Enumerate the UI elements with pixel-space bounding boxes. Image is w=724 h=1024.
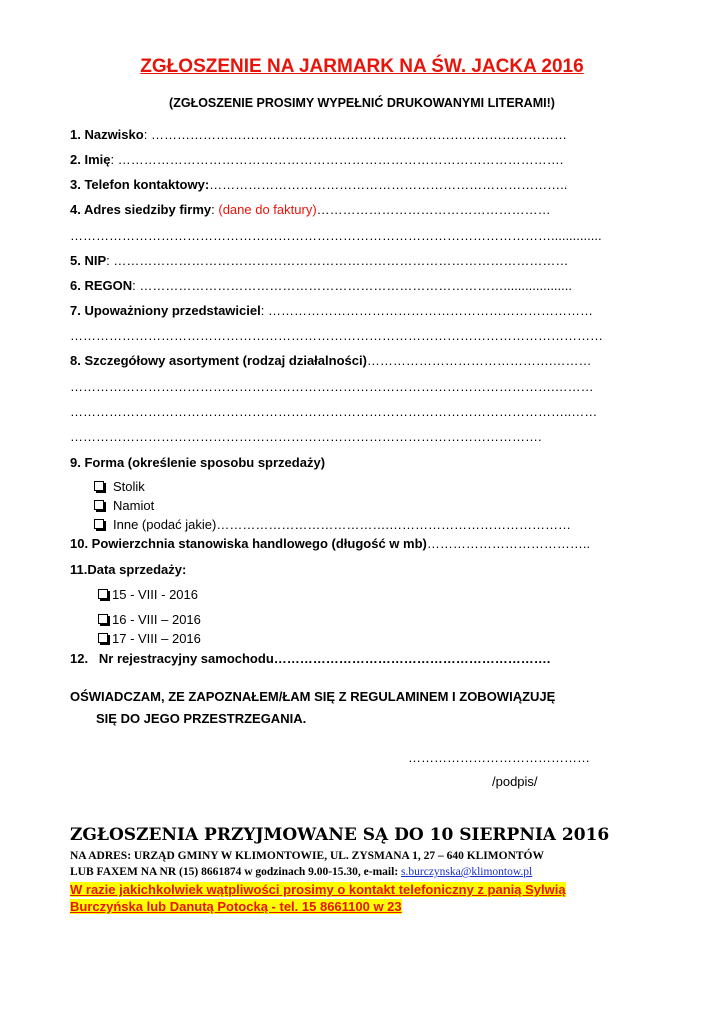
field-dots: …………………………………….……… bbox=[366, 353, 592, 368]
declaration-line-2: SIĘ DO JEGO PRZESTRZEGANIA. bbox=[96, 711, 307, 726]
checkbox-date-15[interactable] bbox=[98, 587, 198, 602]
address-line-1: NA ADRES: URZĄD GMINY W KLIMONTOWIE, UL. ZYSMANA 1, 27 – 640 KLIMONTÓW bbox=[70, 850, 544, 862]
checkbox-label: Namiot bbox=[113, 498, 155, 513]
field-label: 7. Upoważniony przedstawiciel bbox=[70, 303, 261, 318]
checkbox-label: Stolik bbox=[113, 479, 145, 494]
field-dots: ……………………………………………………………………….. bbox=[209, 177, 568, 192]
field-label: 3. Telefon kontaktowy: bbox=[70, 177, 210, 192]
checkbox-label: 15 - VIII - 2016 bbox=[112, 587, 198, 602]
checkbox-icon bbox=[98, 589, 108, 599]
field-dots: …………………………………………………………………………………………. bbox=[114, 152, 564, 167]
checkbox-label: 17 - VIII – 2016 bbox=[112, 631, 201, 646]
field-label: 6. REGON bbox=[70, 278, 133, 293]
field-colon: : bbox=[110, 152, 115, 167]
field-telefon[interactable] bbox=[70, 177, 567, 192]
field-colon: : bbox=[211, 202, 219, 217]
field-colon: : bbox=[143, 127, 148, 142]
checkbox-label: 16 - VIII – 2016 bbox=[112, 612, 201, 627]
field-imie[interactable] bbox=[70, 152, 563, 167]
field-nr-rejestracyjny[interactable] bbox=[70, 651, 550, 666]
field-asortyment-continuation-1[interactable]: ………………………………………………………………………………………………….……… bbox=[70, 379, 594, 394]
deadline-heading: ZGŁOSZENIA PRZYJMOWANE SĄ DO 10 SIERPNIA 2016 bbox=[70, 825, 610, 845]
field-asortyment-continuation-3[interactable]: ………………………………………………………………………………………………. bbox=[70, 429, 542, 444]
field-label: 2. Imię bbox=[70, 152, 111, 167]
signature-label: /podpis/ bbox=[492, 774, 538, 789]
field-regon[interactable] bbox=[70, 278, 572, 293]
checkbox-icon bbox=[94, 481, 104, 491]
checkbox-date-17[interactable] bbox=[98, 631, 201, 646]
field-label: 12. Nr rejestracyjny samochodu bbox=[70, 651, 274, 666]
checkbox-icon bbox=[98, 633, 108, 643]
field-label: 5. NIP bbox=[70, 253, 107, 268]
field-label: 4. Adres siedziby firmy bbox=[70, 202, 212, 217]
field-nip[interactable] bbox=[70, 253, 568, 268]
field-asortyment-continuation-2[interactable]: ……………………………………………………………………………………………………..…… bbox=[70, 404, 598, 419]
forma-label: 9. Forma (określenie sposobu sprzedaży) bbox=[70, 455, 326, 470]
field-asortyment[interactable] bbox=[70, 353, 592, 368]
checkbox-icon bbox=[98, 614, 108, 624]
checkbox-icon bbox=[94, 500, 104, 510]
checkbox-label: Inne (podać jakie)………………………………….…………………………………… bbox=[113, 517, 571, 532]
contact-notice-line-2: Burczyńska lub Danutą Potocką - tel. 15 8661100 w 23 bbox=[70, 899, 402, 914]
field-adres-continuation[interactable]: ………………………………………………………………………………………………….............. bbox=[70, 228, 602, 243]
contact-notice-line-1: W razie jakichkolwiek wątpliwości prosimy o kontakt telefoniczny z panią Sylwią bbox=[70, 882, 566, 897]
field-dots: ……………………………………………… bbox=[316, 202, 551, 217]
checkbox-stolik[interactable] bbox=[94, 479, 145, 494]
field-dots: …………………………………………………………………………................... bbox=[135, 278, 572, 293]
field-label: 1. Nazwisko bbox=[70, 127, 144, 142]
field-adres[interactable] bbox=[70, 202, 551, 217]
field-przedstawiciel[interactable] bbox=[70, 303, 593, 318]
field-label: 10. Powierzchnia stanowiska handlowego (długość w mb) bbox=[70, 536, 427, 551]
checkbox-namiot[interactable] bbox=[94, 498, 154, 513]
field-colon: : bbox=[106, 253, 110, 268]
field-dots: …………………………………………………………………………………… bbox=[147, 127, 567, 142]
checkbox-date-16[interactable] bbox=[98, 612, 201, 627]
field-note: (dane do faktury) bbox=[218, 202, 317, 217]
address-line-2 bbox=[70, 866, 532, 878]
field-label: 8. Szczegółowy asortyment (rodzaj działalności) bbox=[70, 353, 367, 368]
field-colon: : bbox=[260, 303, 265, 318]
page-title: ZGŁOSZENIE NA JARMARK NA ŚW. JACKA 2016 bbox=[140, 56, 584, 77]
field-dots: ………………………………………………………. bbox=[273, 651, 551, 666]
field-dots: ……………………………….. bbox=[426, 536, 591, 551]
signature-field[interactable]: …………………………………… bbox=[408, 750, 590, 765]
field-dots: …………………………………………………………………………………………… bbox=[109, 253, 569, 268]
field-powierzchnia[interactable] bbox=[70, 536, 590, 551]
declaration-line-1: OŚWIADCZAM, ZE ZAPOZNAŁEM/ŁAM SIĘ Z REGULAMINEM I ZOBOWIĄZUJĘ bbox=[70, 689, 556, 704]
checkbox-inne[interactable] bbox=[94, 517, 571, 532]
field-nazwisko[interactable] bbox=[70, 127, 567, 142]
email-link[interactable]: s.burczynska@klimontow.pl bbox=[401, 866, 533, 878]
field-przedstawiciel-continuation[interactable]: …………………………………………………………………………………………………………… bbox=[70, 328, 603, 343]
page-subtitle: (ZGŁOSZENIE PROSIMY WYPEŁNIĆ DRUKOWANYMI LITERAMI!) bbox=[169, 96, 555, 110]
data-sprzedazy-label: 11.Data sprzedaży: bbox=[70, 562, 187, 577]
checkbox-icon bbox=[94, 519, 104, 529]
field-colon: : bbox=[132, 278, 136, 293]
field-dots: ………………………………………………………………… bbox=[264, 303, 593, 318]
address-fax-text: LUB FAXEM NA NR (15) 8661874 w godzinach 9.00-15.30, e-mail: bbox=[70, 866, 402, 878]
